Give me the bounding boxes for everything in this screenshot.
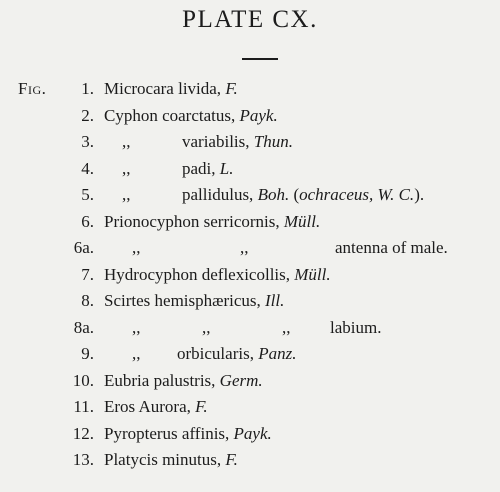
figure-number: 8a. xyxy=(73,317,94,337)
figure-number: 4. xyxy=(81,158,94,178)
figure-number: 1. xyxy=(81,79,94,98)
figure-entry-6a xyxy=(0,235,500,262)
figure-note: labium. xyxy=(330,317,382,337)
species-name: Cyphon coarctatus, xyxy=(104,105,240,125)
plate-title: PLATE CX. xyxy=(182,6,318,33)
figure-number: 8. xyxy=(81,291,94,310)
figure-entry-5 xyxy=(0,182,500,209)
figure-entry-1 xyxy=(0,76,500,103)
figure-number: 11. xyxy=(73,397,94,416)
open-paren: ( xyxy=(289,185,300,204)
species-name: Eubria palustris, xyxy=(104,370,220,390)
ditto-mark: ,, xyxy=(240,238,249,257)
title-rule xyxy=(242,58,278,60)
species-name: Platycis minutus, xyxy=(104,450,226,469)
species-name: Scirtes hemisphæricus, xyxy=(104,291,266,310)
species-name: Microcara livida, xyxy=(104,79,226,98)
species-synonym: ochraceus, W. C. xyxy=(299,185,415,204)
figure-entry-7 xyxy=(0,262,500,289)
figure-entry-11 xyxy=(0,394,500,421)
figure-entry-4 xyxy=(0,156,500,183)
figure-entry-6 xyxy=(0,209,500,236)
figure-entry-8 xyxy=(0,288,500,315)
figure-entry-2 xyxy=(0,103,500,130)
ditto-mark: ,, xyxy=(122,158,131,178)
figure-number: 6. xyxy=(81,211,94,231)
species-author: L. xyxy=(219,158,234,178)
figure-number: 10. xyxy=(72,370,94,390)
figure-number: 6a. xyxy=(73,238,94,257)
species-author: Germ. xyxy=(219,370,263,390)
species-name: Prionocyphon serricornis, xyxy=(104,211,284,231)
figure-entry-13 xyxy=(0,447,500,474)
species-author: Thun. xyxy=(253,132,293,151)
species-author: Panz. xyxy=(258,344,297,363)
ditto-mark: ,, xyxy=(122,185,131,204)
figure-entry-12 xyxy=(0,421,500,448)
figure-entry-10 xyxy=(0,368,500,395)
species-author: Boh. xyxy=(257,185,290,204)
figure-entry-3 xyxy=(0,129,500,156)
figure-number: 9. xyxy=(81,344,94,363)
ditto-mark: ,, xyxy=(132,344,141,363)
species-name: padi, xyxy=(182,158,220,178)
species-name: Pyropterus affinis, xyxy=(104,423,234,443)
figure-entry-9 xyxy=(0,341,500,368)
species-author: F. xyxy=(225,450,238,469)
species-name: variabilis, xyxy=(182,132,254,151)
species-author: Müll. xyxy=(283,211,321,231)
species-author: F. xyxy=(225,79,238,98)
ditto-mark: ,, xyxy=(122,132,131,151)
species-author: Payk. xyxy=(239,105,278,125)
ditto-mark: ,, xyxy=(132,238,141,257)
figure-note: antenna of male. xyxy=(335,238,448,257)
fig-label: Fig. xyxy=(18,79,47,98)
species-author: Ill. xyxy=(265,291,285,310)
figure-number: 3. xyxy=(81,132,94,151)
figure-number: 13. xyxy=(72,450,94,469)
species-author: Payk. xyxy=(233,423,272,443)
ditto-mark: ,, xyxy=(202,317,211,337)
species-author: Müll. xyxy=(294,264,331,284)
figure-number: 2. xyxy=(81,105,94,125)
ditto-mark: ,, xyxy=(132,317,141,337)
species-author: F. xyxy=(195,397,208,416)
figure-number: 5. xyxy=(81,185,94,204)
figure-list xyxy=(0,76,500,474)
species-name: Eros Aurora, xyxy=(104,397,196,416)
species-name: pallidulus, xyxy=(182,185,258,204)
figure-number: 12. xyxy=(72,423,94,443)
close-paren: ). xyxy=(414,185,425,204)
ditto-mark: ,, xyxy=(282,317,291,337)
species-name: orbicularis, xyxy=(177,344,259,363)
figure-entry-8a xyxy=(0,315,500,342)
species-name: Hydrocyphon deflexicollis, xyxy=(104,264,295,284)
figure-number: 7. xyxy=(81,264,94,284)
